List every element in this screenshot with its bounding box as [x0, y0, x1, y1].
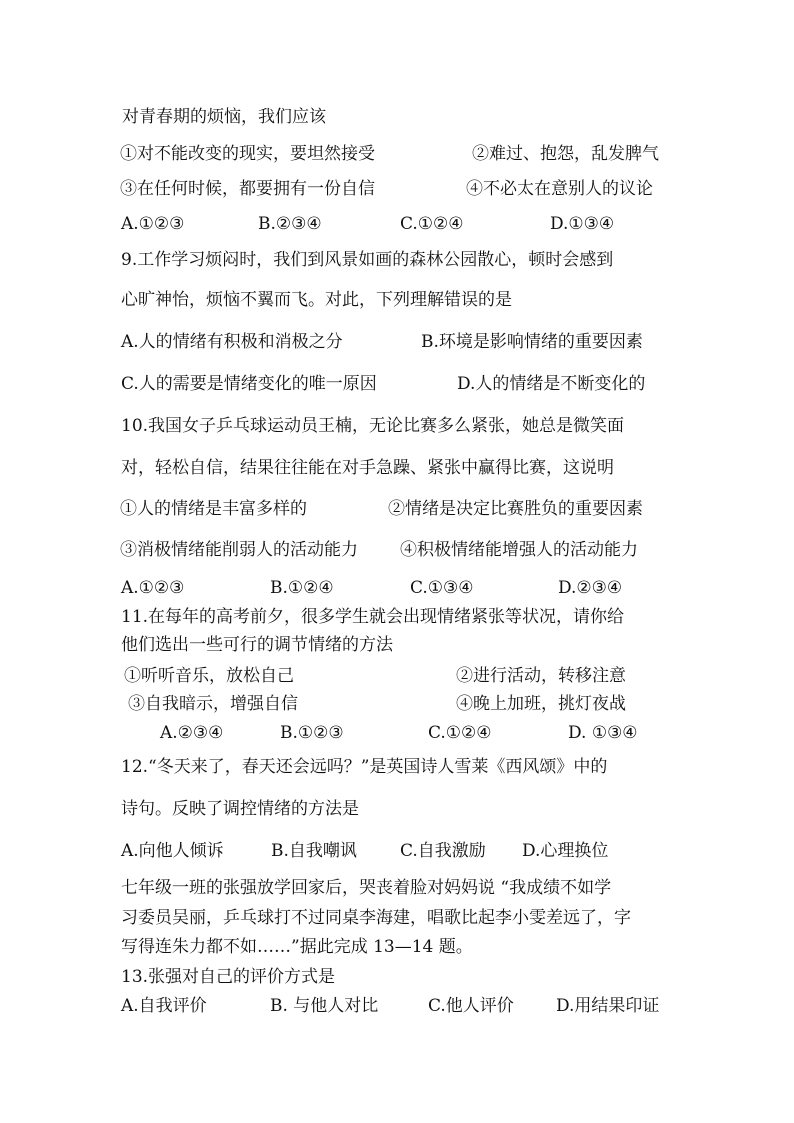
q11-stem-line-1: 11.在每年的高考前夕，很多学生就会出现情绪紧张等状况，请你给 — [121, 607, 625, 627]
q8-option-c: C.①②④ — [400, 214, 464, 234]
q12-stem-line-1: 12.“冬天来了，春天还会远吗？”是英国诗人雪莱《西风颂》中的 — [121, 757, 608, 777]
q13-option-a: A.自我评价 — [121, 996, 207, 1016]
q12-option-b: B.自我嘲讽 — [271, 841, 357, 861]
q13-option-d: D.用结果印证 — [556, 996, 660, 1016]
q8-statement-1: ①对不能改变的现实，要坦然接受 — [120, 144, 375, 164]
q11-option-b: B.①②③ — [280, 723, 344, 743]
q8-option-a: A.①②③ — [121, 214, 185, 234]
q13-stem: 13.张强对自己的评价方式是 — [121, 967, 336, 987]
q11-statement-3: ③自我暗示，增强自信 — [128, 694, 298, 714]
q10-statement-3: ③消极情绪能削弱人的活动能力 — [120, 540, 358, 560]
material-line-3: 写得连朱力都不如……”据此完成 13—14 题。 — [121, 937, 473, 957]
q11-option-a: A.②③④ — [160, 723, 224, 743]
q11-statement-2: ②进行活动，转移注意 — [456, 666, 626, 686]
q11-option-c: C.①②④ — [428, 723, 492, 743]
q8-statement-4: ④不必太在意别人的议论 — [466, 179, 653, 199]
q8-statement-2: ②难过、抱怨，乱发脾气 — [472, 144, 659, 164]
q10-stem-line-2: 对，轻松自信，结果往往能在对手急躁、紧张中赢得比赛，这说明 — [121, 458, 614, 478]
q10-stem-line-1: 10.我国女子乒乓球运动员王楠，无论比赛多么紧张，她总是微笑面 — [121, 416, 625, 436]
q8-statement-3: ③在任何时候，都要拥有一份自信 — [120, 179, 375, 199]
q12-option-c: C.自我激励 — [400, 841, 486, 861]
q9-option-b: B.环境是影响情绪的重要因素 — [421, 332, 643, 352]
q10-option-c: C.①③④ — [410, 578, 474, 598]
q10-statement-1: ①人的情绪是丰富多样的 — [120, 499, 307, 519]
q12-stem-line-2: 诗句。反映了调控情绪的方法是 — [121, 799, 359, 819]
q11-statement-1: ①听听音乐，放松自己 — [124, 666, 294, 686]
q8-option-b: B.②③④ — [258, 214, 322, 234]
q9-option-c: C.人的需要是情绪变化的唯一原因 — [121, 374, 377, 394]
q11-statement-4: ④晚上加班，挑灯夜战 — [456, 694, 626, 714]
q10-statement-2: ②情绪是决定比赛胜负的重要因素 — [388, 499, 643, 519]
q10-option-a: A.①②③ — [121, 578, 185, 598]
q11-option-d: D. ①③④ — [568, 723, 638, 743]
q13-option-c: C.他人评价 — [428, 996, 514, 1016]
q9-option-d: D.人的情绪是不断变化的 — [457, 374, 646, 394]
q9-option-a: A.人的情绪有积极和消极之分 — [121, 332, 343, 352]
q10-option-b: B.①②④ — [270, 578, 334, 598]
q10-statement-4: ④积极情绪能增强人的活动能力 — [400, 540, 638, 560]
q11-stem-line-2: 他们选出一些可行的调节情绪的方法 — [121, 635, 393, 655]
material-line-2: 习委员吴丽，乒乓球打不过同桌李海建，唱歌比起李小雯差远了，字 — [121, 908, 631, 928]
q9-stem-line-1: 9.工作学习烦闷时，我们到风景如画的森林公园散心，顿时会感到 — [121, 250, 614, 270]
q13-option-b: B. 与他人对比 — [270, 996, 379, 1016]
q8-stem: 对青春期的烦恼，我们应该 — [122, 107, 326, 127]
q10-option-d: D.②③④ — [558, 578, 623, 598]
q12-option-a: A.向他人倾诉 — [121, 841, 224, 861]
q8-option-d: D.①③④ — [550, 214, 615, 234]
material-line-1: 七年级一班的张强放学回家后，哭丧着脸对妈妈说 “我成绩不如学 — [121, 878, 612, 898]
q9-stem-line-2: 心旷神怡，烦恼不翼而飞。对此，下列理解错误的是 — [121, 290, 512, 310]
q12-option-d: D.心理换位 — [522, 841, 609, 861]
